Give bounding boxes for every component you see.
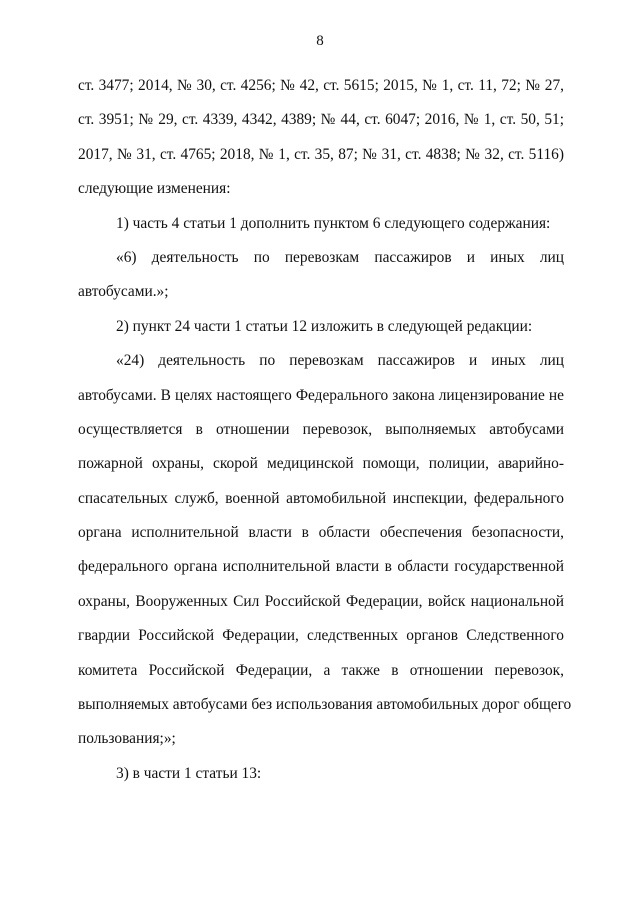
paragraph-2-line-1: 2) пункт 24 части 1 статьи 12 изложить в следующей редакции:: [116, 317, 533, 335]
paragraph-3-line-1: 3) в части 1 статьи 13:: [116, 764, 262, 782]
quote-24-line-1: «24) деятельность по перевозкам пассажиров и иных лиц: [116, 352, 564, 370]
text-line-3: 2017, № 31, ст. 4765; 2018, № 1, ст. 35, 87; № 31, ст. 4838; № 32, ст. 5116): [78, 145, 564, 163]
text-line-1: ст. 3477; 2014, № 30, ст. 4256; № 42, ст. 5615; 2015, № 1, ст. 11, 72; № 27,: [78, 77, 564, 94]
quote-24-line-10: комитета Российской Федерации, а также в отношении перевозок,: [78, 661, 564, 679]
quote-24-line-6: органа исполнительной власти в области обеспечения безопасности,: [78, 524, 564, 542]
quote-24-line-11: выполняемых автобусами без использования автомобильных дорог общего: [78, 696, 572, 714]
quote-24-line-2: автобусами. В целях настоящего Федерального закона лицензирование не: [78, 386, 564, 404]
quote-24-line-9: гвардии Российской Федерации, следственных органов Следственного: [78, 627, 564, 645]
paragraph-1-line-1: 1) часть 4 статьи 1 дополнить пунктом 6 следующего содержания:: [116, 214, 551, 232]
quote-6-line-1: «6) деятельность по перевозкам пассажиров и иных лиц: [116, 248, 564, 266]
quote-24-line-5: спасательных служб, военной автомобильной инспекции, федерального: [78, 489, 564, 507]
text-line-4: следующие изменения:: [78, 180, 231, 198]
quote-24-line-8: охраны, Вооруженных Сил Российской Федерации, войск национальной: [78, 592, 564, 610]
page-number: 8: [316, 33, 324, 49]
quote-24-line-7: федерального органа исполнительной власти в области государственной: [78, 558, 564, 576]
text-line-2: ст. 3951; № 29, ст. 4339, 4342, 4389; № 44, ст. 6047; 2016, № 1, ст. 50, 51;: [78, 111, 564, 129]
document-body: [78, 69, 572, 791]
quote-24-line-12: пользования;»;: [78, 730, 176, 748]
quote-6-line-2: автобусами.»;: [78, 283, 169, 301]
quote-24-line-4: пожарной охраны, скорой медицинской помощи, полиции, аварийно-: [78, 455, 564, 473]
quote-24-line-3: осуществляется в отношении перевозок, выполняемых автобусами: [78, 420, 564, 438]
